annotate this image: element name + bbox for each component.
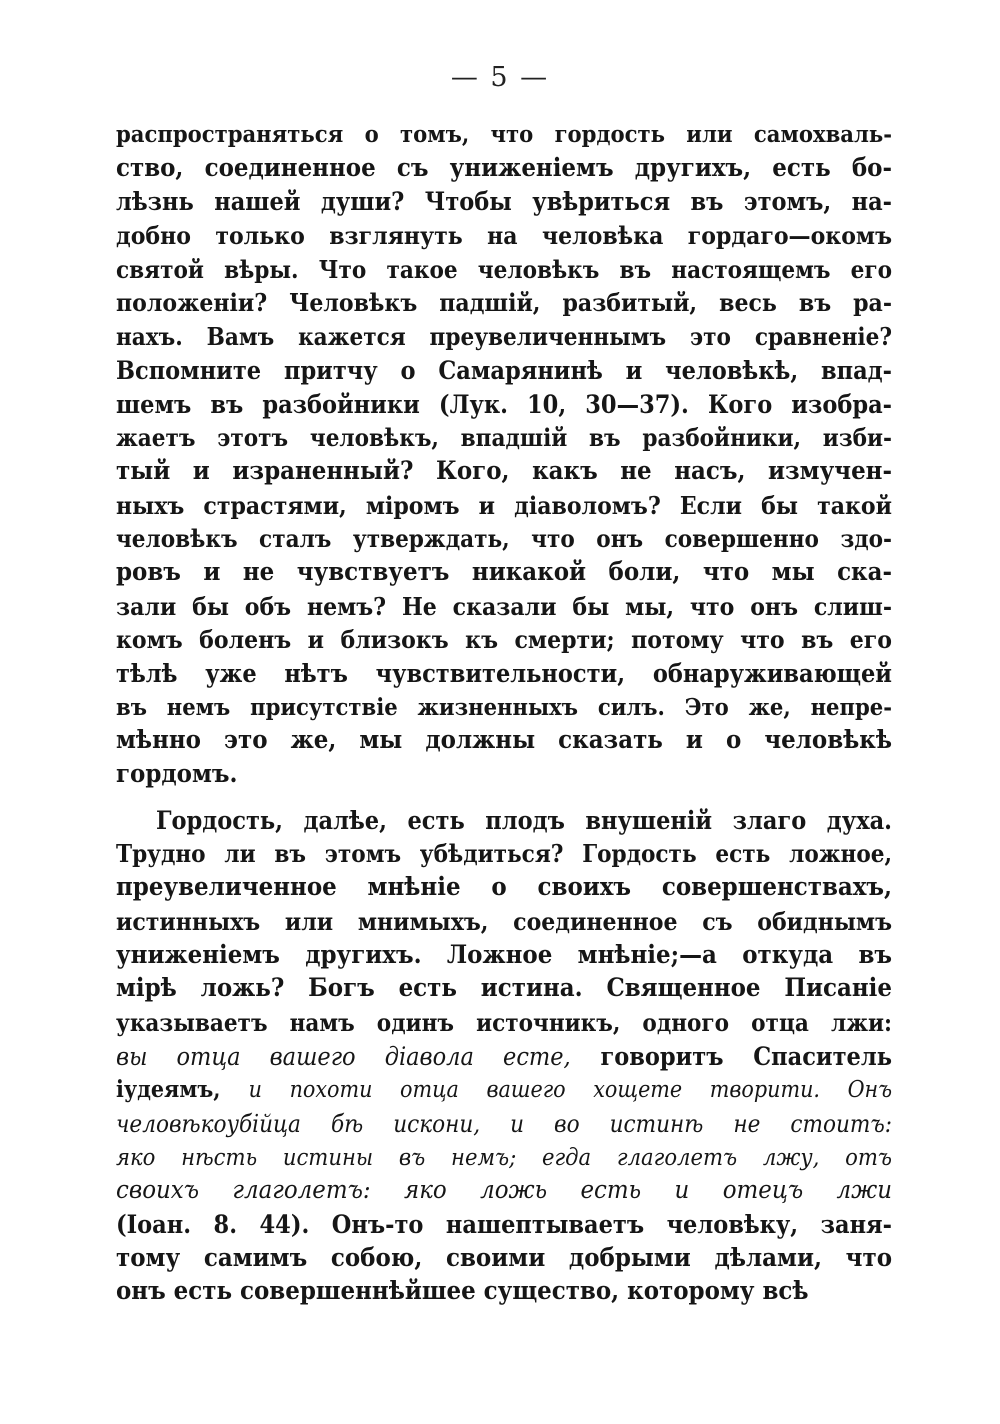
italic-quote: яко нѣсть истины въ немъ; егда глаголетъ лжу, отъ <box>116 1142 892 1171</box>
text-line <box>116 455 892 489</box>
text-span: тый и израненный? Кого, какъ не насъ, измучен- <box>116 455 892 486</box>
text-line <box>116 623 892 657</box>
text-line <box>116 556 892 590</box>
text-span: Гордость, далѣе, есть плодъ внушеній злаго духа. <box>156 805 892 835</box>
text-line <box>116 1242 892 1276</box>
text-line <box>116 691 892 725</box>
text-span: говоритъ Спаситель <box>570 1041 892 1071</box>
text-span: униженіемъ другихъ. Ложное мнѣніе;—а откуда въ <box>116 939 892 970</box>
text-span: онъ есть совершеннѣйшее существо, которому всѣ <box>116 1276 809 1307</box>
text-span: Трудно ли въ этомъ убѣдиться? Гордость есть ложное, <box>116 839 892 869</box>
text-span: ство, соединенное съ униженіемъ другихъ, есть бо- <box>116 152 892 183</box>
text-line <box>116 354 892 388</box>
text-line <box>116 939 892 973</box>
text-span: тому самимъ собою, своими добрыми дѣлами, что <box>116 1242 892 1273</box>
paragraph-gap <box>116 792 892 804</box>
italic-quote: и похоти отца вашего хощете творити. Онъ <box>248 1077 892 1104</box>
text-line <box>116 657 892 691</box>
text-span: комъ боленъ и близокъ къ смерти; потому что въ его <box>116 625 892 655</box>
text-span: ныхъ страстями, міромъ и діаволомъ? Если бы такой <box>116 490 892 520</box>
text-span: мѣнно это же, мы должны сказать и о человѣкѣ <box>116 725 892 756</box>
text-line <box>116 590 892 624</box>
text-line <box>116 1141 892 1175</box>
text-line <box>116 1208 892 1242</box>
text-span: шемъ въ разбойники (Лук. 10, 30—37). Кого изобра- <box>116 389 892 419</box>
text-line <box>116 522 892 556</box>
body-text <box>116 118 892 1309</box>
text-span: истинныхъ или мнимыхъ, соединенное съ обиднымъ <box>116 906 892 936</box>
text-span: распространяться о томъ, что гордость или самохваль- <box>116 120 892 148</box>
page-number: — 5 — <box>450 62 550 93</box>
text-span: въ немъ присутствіе жизненныхъ силъ. Это же, непре- <box>116 692 892 721</box>
text-line <box>116 152 892 186</box>
text-span: преувеличенное мнѣніе о своихъ совершенствахъ, <box>116 872 892 903</box>
text-span: святой вѣры. Что такое человѣкъ въ настоящемъ его <box>116 254 892 284</box>
text-line <box>116 118 892 152</box>
text-line <box>116 185 892 219</box>
text-line <box>116 286 892 320</box>
text-span: зали бы объ немъ? Не сказали бы мы, что онъ слиш- <box>116 591 892 621</box>
text-span: положеніи? Человѣкъ падшій, разбитый, весь въ ра- <box>116 288 892 318</box>
text-line <box>116 724 892 758</box>
text-line <box>116 1275 892 1309</box>
text-span: указываетъ намъ одинъ источникъ, одного отца лжи: <box>116 1007 892 1037</box>
text-line <box>116 1006 892 1040</box>
text-line <box>116 219 892 253</box>
text-span: іудеямъ, <box>116 1076 249 1104</box>
text-line <box>116 1107 892 1141</box>
text-line <box>116 320 892 354</box>
text-span: жаетъ этотъ человѣкъ, впадшій въ разбойники, изби- <box>116 423 892 453</box>
text-span: мірѣ ложь? Богъ есть истина. Священное Писаніе <box>116 973 892 1004</box>
text-line <box>116 253 892 287</box>
text-line <box>116 489 892 523</box>
text-span: лѣзнь нашей души? Чтобы увѣриться въ этомъ, на- <box>116 187 892 217</box>
text-line <box>116 804 892 838</box>
text-line <box>116 1073 892 1107</box>
text-span: (Іоан. 8. 44). Онъ-то нашептываетъ человѣку, заня- <box>116 1210 892 1239</box>
italic-quote: вы отца вашего діавола есте, <box>116 1041 571 1071</box>
text-span: Вспомните притчу о Самарянинѣ и человѣкѣ, впад- <box>116 355 892 385</box>
italic-quote: человѣкоубійца бѣ искони, и во истинѣ не стоитъ: <box>116 1109 892 1138</box>
text-line <box>116 758 892 792</box>
text-span: нахъ. Вамъ кажется преувеличеннымъ это сравненіе? <box>116 322 892 352</box>
text-span: человѣкъ сталъ утверждать, что онъ совершенно здо- <box>116 524 892 554</box>
text-span: гордомъ. <box>116 759 238 790</box>
text-span: добно только взглянуть на человѣка гордаго—окомъ <box>116 221 892 251</box>
paragraph <box>116 804 892 1309</box>
text-line <box>116 837 892 871</box>
text-line <box>116 421 892 455</box>
paragraph <box>116 118 892 792</box>
italic-quote: своихъ глаголетъ: яко ложь есть и отецъ лжи <box>116 1175 892 1206</box>
text-line <box>116 972 892 1006</box>
text-span: ровъ и не чувствуетъ никакой боли, что мы ска- <box>116 556 892 587</box>
text-line <box>116 1174 892 1208</box>
text-span: тѣлѣ уже нѣтъ чувствительности, обнаруживающей <box>116 659 892 688</box>
text-line <box>116 905 892 939</box>
text-line <box>116 871 892 905</box>
text-line <box>116 1040 892 1074</box>
text-line <box>116 388 892 422</box>
